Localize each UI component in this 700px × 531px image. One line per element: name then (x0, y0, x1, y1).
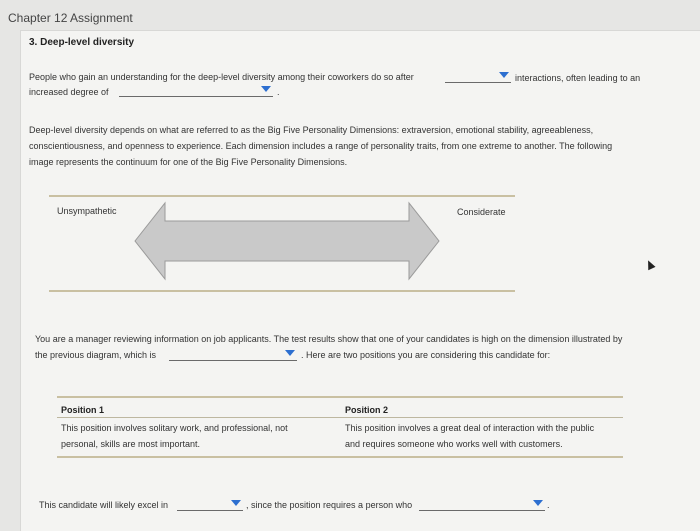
position2-line1: This position involves a great deal of interaction with the public (345, 423, 595, 433)
position2-line2: and requires someone who works well with customers. (345, 439, 563, 449)
chevron-down-icon (261, 86, 271, 92)
positions-header-rule (57, 417, 623, 418)
dropdown-dimension[interactable] (169, 348, 297, 361)
sentence3-part2: , since the position requires a person who (246, 500, 413, 510)
chevron-down-icon (285, 350, 295, 356)
double-arrow-icon (133, 201, 443, 283)
dropdown-interactions[interactable] (445, 70, 511, 83)
question-title: 3. Deep-level diversity (29, 37, 135, 48)
continuum-right-label: Considerate (457, 207, 506, 217)
chevron-down-icon (499, 72, 509, 78)
dropdown-person[interactable] (419, 498, 545, 511)
dropdown-degree[interactable] (119, 84, 273, 97)
sentence1-part1: People who gain an understanding for the deep-level diversity among their coworkers do so after (29, 72, 414, 82)
sentence2-part1: You are a manager reviewing information on job applicants. The test results show that one of your candidates is high on the dimension illustrated by (35, 334, 623, 344)
sentence1-part3: increased degree of (29, 87, 109, 97)
chapter-title: Chapter 12 Assignment (8, 11, 133, 25)
chevron-down-icon (533, 500, 543, 506)
positions-bottom-rule (57, 456, 623, 458)
dropdown-position[interactable] (177, 498, 243, 511)
sentence1-part2: interactions, often leading to an (515, 73, 641, 83)
position1-title: Position 1 (61, 405, 105, 415)
position2-title: Position 2 (345, 405, 389, 415)
sentence1-part4: . (277, 87, 280, 97)
chevron-down-icon (231, 500, 241, 506)
sentence2-part3: . Here are two positions you are considering this candidate for: (301, 350, 551, 360)
position1-line1: This position involves solitary work, and professional, not (61, 423, 288, 433)
sentence3-part1: This candidate will likely excel in (39, 500, 169, 510)
paragraph-line3: image represents the continuum for one of the Big Five Personality Dimensions. (29, 157, 348, 167)
continuum-left-label: Unsympathetic (57, 206, 117, 216)
position1-line2: personal, skills are most important. (61, 439, 201, 449)
paragraph-line2: conscientiousness, and openness to experience. Each dimension includes a range of personality traits, from one extreme to another. The following (29, 141, 613, 151)
question-panel (20, 30, 700, 531)
paragraph-line1: Deep-level diversity depends on what are referred to as the Big Five Personality Dimensions: extraversion, emotional stability, agreeableness, (29, 125, 594, 135)
sentence3-part3: . (547, 500, 550, 510)
positions-top-rule (57, 396, 623, 398)
diagram-top-rule (49, 195, 515, 197)
sentence2-part2: the previous diagram, which is (35, 350, 157, 360)
diagram-bottom-rule (49, 290, 515, 292)
